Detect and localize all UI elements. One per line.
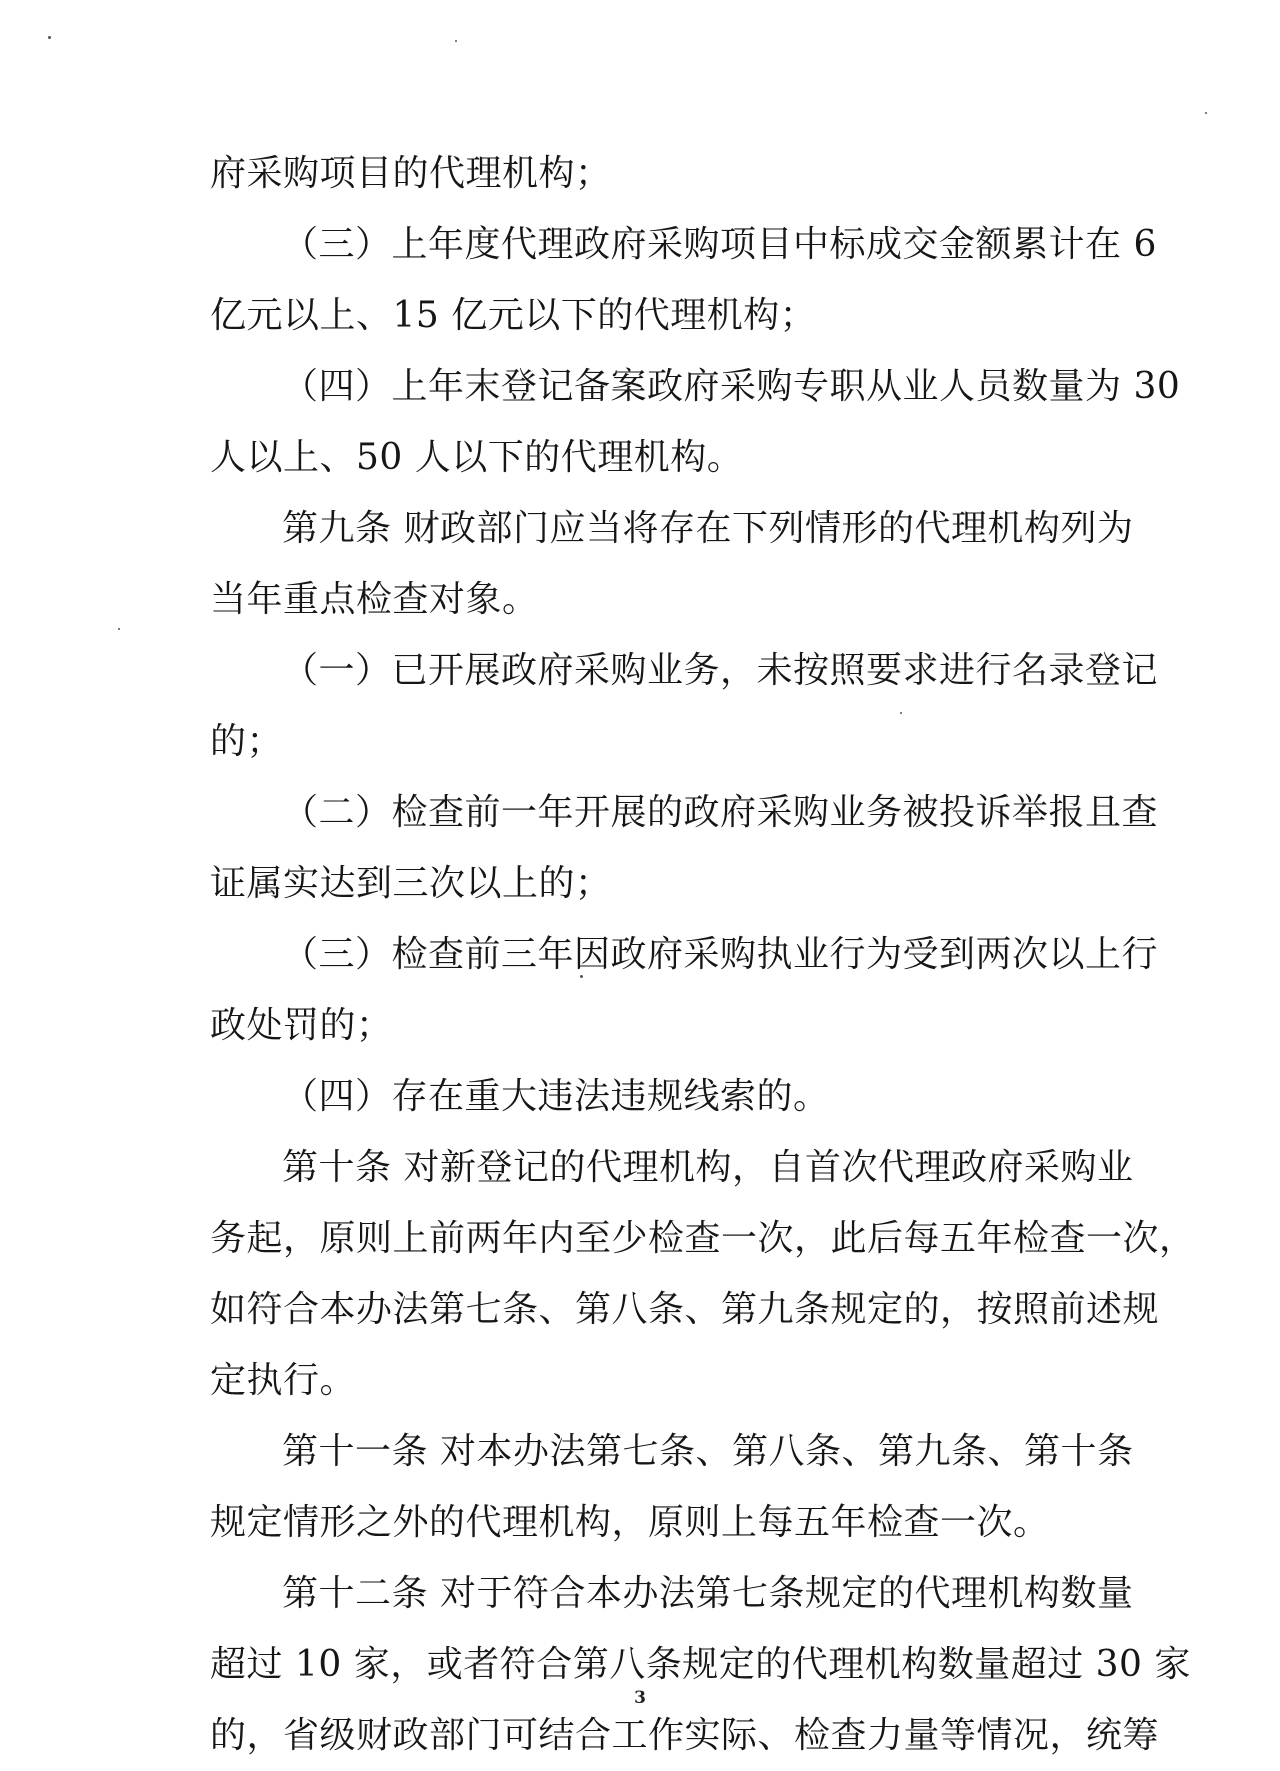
text-line: 政处罚的； (210, 1005, 393, 1046)
text-line: 证属实达到三次以上的； (210, 863, 612, 904)
text-line: （二）检查前一年开展的政府采购业务被投诉举报且查 (282, 792, 1159, 833)
text-line: 务起，原则上前两年内至少检查一次，此后每五年检查一次， (210, 1218, 1196, 1259)
text-line: 规定情形之外的代理机构，原则上每五年检查一次。 (210, 1502, 1050, 1543)
article-heading-line: 第十二条 对于符合本办法第七条规定的代理机构数量 (282, 1573, 1134, 1614)
article-heading-line: 第十一条 对本办法第七条、第八条、第九条、第十条 (282, 1431, 1134, 1472)
text-line: 人以上、50 人以下的代理机构。 (210, 437, 744, 478)
text-line: （四）上年末登记备案政府采购专职从业人员数量为 30 (282, 366, 1181, 407)
text-line: 府采购项目的代理机构； (210, 153, 612, 194)
document-body (210, 138, 1196, 1771)
text-line: （一）已开展政府采购业务，未按照要求进行名录登记 (282, 650, 1159, 691)
text-line: （三）上年度代理政府采购项目中标成交金额累计在 6 (282, 224, 1157, 265)
text-line: （三）检查前三年因政府采购执业行为受到两次以上行 (282, 934, 1159, 975)
article-heading-line: 第十条 对新登记的代理机构，自首次代理政府采购业 (282, 1147, 1134, 1188)
text-line: 定执行。 (210, 1360, 357, 1401)
scan-speck (1205, 112, 1207, 114)
scan-speck (455, 40, 457, 42)
text-line: 如符合本办法第七条、第八条、第九条规定的，按照前述规 (210, 1289, 1160, 1330)
text-line: 亿元以上、15 亿元以下的代理机构； (210, 295, 817, 336)
text-line: （四）存在重大违法违规线索的。 (282, 1076, 830, 1117)
text-line: 超过 10 家，或者符合第八条规定的代理机构数量超过 30 家 (210, 1644, 1191, 1685)
text-line: 的，省级财政部门可结合工作实际、检查力量等情况，统筹 (210, 1715, 1160, 1756)
scan-speck (118, 628, 120, 630)
article-heading-line: 第九条 财政部门应当将存在下列情形的代理机构列为 (282, 508, 1134, 549)
scan-speck (48, 36, 51, 39)
text-line: 当年重点检查对象。 (210, 579, 539, 620)
text-line: 的； (210, 721, 284, 762)
page-number: 3 (634, 1688, 646, 1708)
